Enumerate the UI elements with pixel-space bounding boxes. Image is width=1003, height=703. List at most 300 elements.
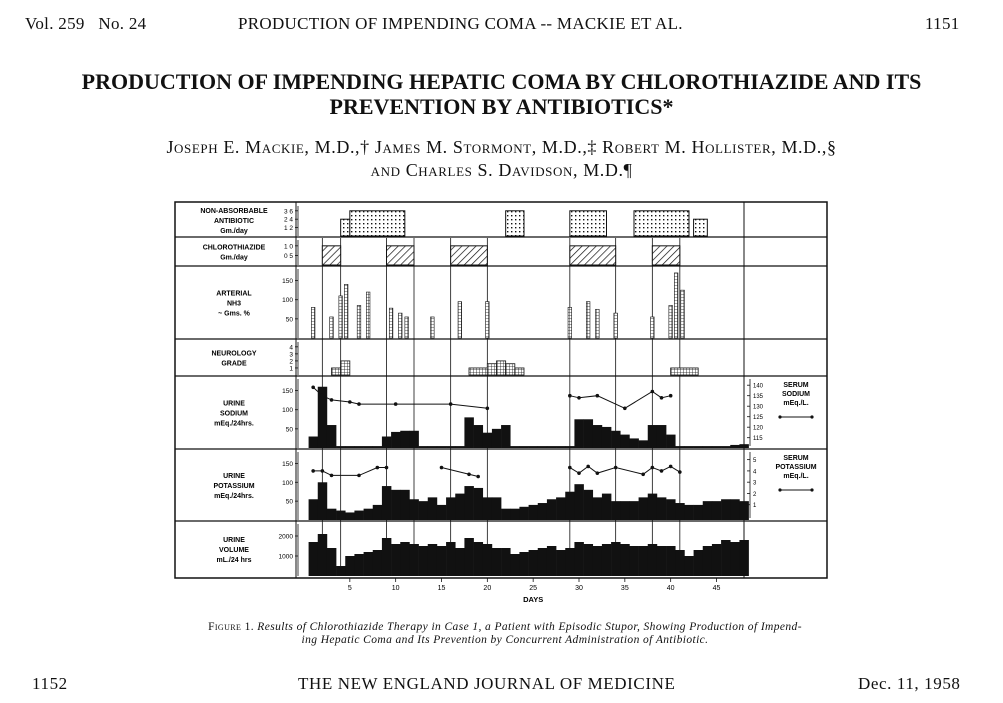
bar-urine_volume: [391, 544, 400, 576]
serum-point-urine_potassium: [357, 474, 361, 478]
bar-urine_potassium: [483, 497, 492, 520]
y-tick-label-neurology: 2: [289, 358, 293, 366]
bar-urine_potassium: [739, 501, 748, 520]
panel-label-antibiotic: NON-ABSORBABLE: [200, 208, 268, 215]
block-antibiotic: [341, 219, 350, 236]
figure-chart: [170, 198, 832, 608]
serum-line-urine_potassium: [570, 466, 680, 474]
bar-urine_sodium: [510, 446, 519, 448]
panel-label-neurology: NEUROLOGY: [211, 350, 257, 358]
bar-urine_potassium: [400, 490, 409, 520]
bar-urine_volume: [318, 534, 327, 576]
bar-urine_volume: [584, 544, 593, 576]
serum-point-urine_sodium: [651, 390, 655, 394]
bar-arterial_nh3: [339, 296, 343, 338]
bar-urine_potassium: [648, 494, 657, 520]
bar-urine_potassium: [556, 497, 565, 520]
serum-point-urine_potassium: [440, 466, 444, 470]
bar-urine_sodium: [400, 431, 409, 448]
bar-urine_potassium: [684, 505, 693, 520]
serum-point-urine_potassium: [321, 469, 325, 473]
bar-urine_volume: [501, 548, 510, 576]
bar-urine_volume: [694, 550, 703, 576]
bar-urine_volume: [428, 544, 437, 576]
x-tick-label: 10: [391, 585, 400, 592]
footer-date: Dec. 11, 1958: [858, 674, 961, 693]
serum-line-urine_potassium: [442, 468, 479, 477]
bar-urine_sodium: [730, 445, 739, 448]
bar-urine_potassium: [703, 501, 712, 520]
serum-point-urine_potassium: [669, 465, 673, 469]
bar-urine_potassium: [712, 501, 721, 520]
bar-urine_sodium: [657, 425, 666, 448]
bar-urine_potassium: [510, 509, 519, 520]
panel-label-arterial_nh3: ARTERIAL: [216, 290, 252, 298]
bar-urine_sodium: [721, 446, 730, 448]
bar-arterial_nh3: [614, 313, 618, 338]
bar-arterial_nh3: [344, 284, 348, 338]
y-tick-label-chlorothiazide: 0 5: [283, 252, 293, 260]
figure-caption-text-1: Results of Chlorothiazide Therapy in Case 1, a Patient with Episodic Stupor, Showing Production of Impend-: [257, 621, 802, 633]
bar-arterial_nh3: [486, 302, 490, 338]
bar-urine_potassium: [519, 507, 528, 520]
bar-urine_sodium: [739, 444, 748, 448]
figure-caption-label: Figure 1.: [208, 621, 254, 633]
bar-urine_sodium: [639, 440, 648, 448]
panel-label-urine_sodium: mEq./24hrs.: [214, 420, 254, 428]
bar-urine_sodium: [373, 446, 382, 448]
bar-urine_potassium: [474, 488, 483, 520]
bar-urine_potassium: [538, 503, 547, 520]
bar-urine_volume: [593, 546, 602, 576]
bar-urine_volume: [556, 550, 565, 576]
bar-urine_potassium: [336, 511, 345, 520]
serum-point-urine_sodium: [449, 402, 453, 406]
bar-urine_volume: [666, 546, 675, 576]
y-tick-label-urine_potassium: 150: [282, 460, 293, 468]
bar-arterial_nh3: [431, 317, 435, 338]
bar-urine_volume: [309, 542, 318, 576]
figure-caption: [140, 621, 870, 647]
bar-urine_volume: [345, 556, 354, 576]
serum-point-urine_sodium: [330, 398, 334, 402]
bar-urine_potassium: [574, 484, 583, 520]
bar-urine_potassium: [464, 486, 473, 520]
bar-urine_sodium: [364, 446, 373, 448]
y-tick-label-urine_volume: 2000: [278, 533, 293, 541]
bar-urine_volume: [712, 544, 721, 576]
bar-arterial_nh3: [681, 290, 685, 338]
bar-urine_potassium: [391, 490, 400, 520]
block-antibiotic: [694, 219, 708, 236]
bar-urine_volume: [739, 540, 748, 576]
bar-arterial_nh3: [389, 308, 393, 338]
bar-arterial_nh3: [568, 307, 572, 338]
step-neurology: [469, 368, 487, 375]
right-label-urine_sodium: SERUM: [783, 382, 809, 389]
authors-line-1: Joseph E. Mackie, M.D.,† James M. Stormont, M.D.,‡ Robert M. Hollister, M.D.,§: [166, 137, 837, 157]
bar-arterial_nh3: [651, 317, 655, 338]
bar-urine_potassium: [620, 501, 629, 520]
panel-label-chlorothiazide: Gm./day: [220, 254, 248, 262]
bar-urine_volume: [437, 546, 446, 576]
bar-urine_volume: [675, 550, 684, 576]
block-chlorothiazide: [570, 246, 616, 265]
bar-urine_potassium: [639, 497, 648, 520]
right-tick-label-urine_potassium: 1: [753, 503, 757, 510]
bar-urine_potassium: [455, 494, 464, 520]
block-antibiotic: [350, 211, 405, 236]
serum-point-urine_potassium: [614, 466, 618, 470]
right-tick-label-urine_sodium: 115: [753, 436, 763, 443]
serum-line-urine_sodium: [570, 392, 671, 409]
bar-urine_volume: [611, 542, 620, 576]
y-tick-label-neurology: 4: [289, 344, 293, 352]
serum-point-urine_potassium: [651, 466, 655, 470]
bar-urine_volume: [684, 556, 693, 576]
serum-point-urine_potassium: [568, 466, 572, 470]
serum-point-urine_sodium: [357, 402, 361, 406]
serum-point-urine_sodium: [394, 402, 398, 406]
bar-urine_volume: [547, 546, 556, 576]
bar-urine_potassium: [629, 501, 638, 520]
bar-urine_volume: [620, 544, 629, 576]
x-tick-label: 25: [529, 585, 538, 592]
bar-urine_potassium: [675, 503, 684, 520]
bar-urine_volume: [483, 544, 492, 576]
bar-urine_volume: [648, 544, 657, 576]
panel-label-arterial_nh3: NH3: [226, 300, 242, 308]
serum-point-urine_sodium: [321, 394, 325, 398]
serum-point-urine_sodium: [348, 400, 352, 404]
serum-point-urine_sodium: [596, 394, 600, 398]
bar-urine_sodium: [538, 446, 547, 448]
bar-urine_volume: [538, 548, 547, 576]
bar-urine_sodium: [354, 446, 363, 448]
right-label-urine_potassium: SERUM: [783, 455, 809, 462]
footer-page-number: 1152: [32, 674, 68, 693]
bar-urine_sodium: [519, 446, 528, 448]
serum-point-urine_sodium: [577, 396, 581, 400]
bar-urine_potassium: [446, 497, 455, 520]
footer-journal-name: THE NEW ENGLAND JOURNAL OF MEDICINE: [298, 674, 676, 693]
article-title-line-2: PREVENTION BY ANTIBIOTICS*: [329, 94, 674, 119]
right-label-urine_potassium: mEq./L.: [783, 473, 809, 480]
bar-urine_sodium: [694, 446, 703, 448]
bar-urine_potassium: [364, 509, 373, 520]
serum-point-urine_sodium: [623, 407, 627, 411]
panel-label-neurology: GRADE: [221, 360, 247, 368]
bar-urine_sodium: [574, 419, 583, 448]
x-tick-label: 30: [575, 585, 583, 592]
right-tick-label-urine_sodium: 135: [753, 394, 764, 401]
block-antibiotic: [570, 211, 607, 236]
running-header-volume: Vol. 259 No. 24: [25, 14, 147, 33]
block-chlorothiazide: [451, 246, 488, 265]
bar-urine_sodium: [529, 446, 538, 448]
y-tick-label-neurology: 1: [289, 365, 293, 373]
bar-arterial_nh3: [669, 305, 673, 338]
bar-urine_potassium: [694, 505, 703, 520]
bar-urine_sodium: [437, 446, 446, 448]
figure-caption-text-2: ing Hepatic Coma and Its Prevention by Concurrent Administration of Antibiotic.: [301, 634, 709, 646]
bar-urine_volume: [721, 540, 730, 576]
bar-arterial_nh3: [674, 273, 678, 338]
panel-label-urine_sodium: URINE: [223, 400, 245, 408]
serum-point-urine_potassium: [467, 472, 471, 476]
step-neurology: [341, 361, 350, 375]
bar-arterial_nh3: [311, 307, 315, 338]
bar-urine_sodium: [593, 425, 602, 448]
bar-urine_sodium: [464, 417, 473, 448]
bar-urine_potassium: [730, 499, 739, 520]
panel-label-antibiotic: ANTIBIOTIC: [213, 218, 255, 225]
y-tick-label-urine_sodium: 150: [282, 388, 293, 396]
bar-urine_sodium: [629, 438, 638, 448]
y-tick-label-chlorothiazide: 1 0: [283, 243, 293, 251]
bar-urine_potassium: [501, 509, 510, 520]
panel-label-chlorothiazide: CHLOROTHIAZIDE: [202, 244, 266, 252]
serum-line-urine_sodium: [313, 387, 487, 408]
x-axis-label: DAYS: [523, 595, 544, 604]
bar-urine_volume: [574, 542, 583, 576]
serum-point-urine_sodium: [311, 386, 315, 390]
serum-point-urine_potassium: [586, 465, 590, 469]
bar-urine_sodium: [620, 435, 629, 448]
bar-urine_sodium: [409, 431, 418, 448]
bar-urine_potassium: [584, 490, 593, 520]
bar-urine_potassium: [657, 497, 666, 520]
bar-urine_volume: [602, 544, 611, 576]
bar-urine_sodium: [327, 425, 336, 448]
bar-arterial_nh3: [458, 302, 462, 338]
y-tick-label-arterial_nh3: 100: [282, 297, 293, 305]
right-tick-label-urine_potassium: 3: [753, 480, 757, 487]
bar-urine_sodium: [382, 437, 391, 448]
step-neurology: [497, 361, 506, 375]
panel-label-urine_volume: VOLUME: [219, 547, 249, 554]
serum-point-urine_potassium: [476, 475, 480, 479]
legend-point-urine_sodium: [810, 415, 813, 418]
bar-urine_potassium: [529, 505, 538, 520]
bar-urine_sodium: [492, 429, 501, 448]
right-label-urine_sodium: mEq./L.: [783, 400, 809, 407]
x-tick-label: 45: [712, 585, 721, 592]
x-tick-label: 5: [347, 585, 352, 592]
serum-point-urine_potassium: [641, 472, 645, 476]
bar-urine_volume: [409, 544, 418, 576]
bar-urine_sodium: [584, 419, 593, 448]
bar-urine_volume: [354, 554, 363, 576]
bar-urine_volume: [400, 542, 409, 576]
bar-urine_potassium: [666, 499, 675, 520]
panel-label-urine_potassium: mEq./24hrs.: [214, 493, 254, 500]
serum-point-urine_sodium: [568, 394, 572, 398]
bar-urine_volume: [519, 552, 528, 576]
bar-urine_volume: [474, 542, 483, 576]
bar-urine_potassium: [318, 482, 327, 520]
serum-point-urine_potassium: [678, 470, 682, 474]
block-antibiotic: [506, 211, 524, 236]
bar-urine_sodium: [419, 446, 428, 448]
bar-urine_sodium: [483, 433, 492, 448]
y-tick-label-urine_sodium: 50: [285, 426, 293, 434]
bar-urine_volume: [373, 550, 382, 576]
bar-urine_volume: [382, 538, 391, 576]
bar-urine_volume: [703, 546, 712, 576]
serum-point-urine_potassium: [385, 466, 389, 470]
block-chlorothiazide: [387, 246, 415, 265]
bar-urine_potassium: [611, 501, 620, 520]
block-chlorothiazide: [322, 246, 340, 265]
serum-point-urine_potassium: [376, 466, 380, 470]
bar-urine_sodium: [547, 446, 556, 448]
right-tick-label-urine_sodium: 125: [753, 415, 764, 422]
y-tick-label-arterial_nh3: 50: [285, 316, 293, 324]
bar-urine_sodium: [703, 446, 712, 448]
y-tick-label-antibiotic: 3 6: [283, 208, 293, 216]
bar-urine_sodium: [428, 446, 437, 448]
bar-urine_volume: [639, 546, 648, 576]
panel-label-urine_potassium: POTASSIUM: [213, 483, 255, 490]
panel-label-urine_potassium: URINE: [223, 473, 245, 480]
x-tick-label: 35: [620, 585, 629, 592]
bar-urine_potassium: [721, 499, 730, 520]
bar-urine_sodium: [336, 446, 345, 448]
step-neurology: [515, 368, 524, 375]
bar-urine_sodium: [309, 437, 318, 448]
right-tick-label-urine_potassium: 5: [753, 458, 757, 465]
step-neurology: [506, 364, 515, 375]
right-tick-label-urine_potassium: 2: [753, 491, 757, 498]
legend-point-urine_sodium: [778, 415, 781, 418]
step-neurology: [332, 368, 341, 375]
x-tick-label: 40: [666, 585, 675, 592]
bar-urine_potassium: [419, 501, 428, 520]
right-tick-label-urine_sodium: 130: [753, 404, 764, 411]
serum-point-urine_potassium: [577, 471, 581, 475]
bar-urine_potassium: [565, 492, 574, 520]
panel-label-urine_volume: mL./24 hrs: [216, 557, 252, 564]
panel-label-antibiotic: Gm./day: [220, 228, 248, 235]
y-tick-label-antibiotic: 2 4: [283, 216, 293, 224]
bar-urine_volume: [455, 548, 464, 576]
bar-urine_sodium: [602, 427, 611, 448]
bar-urine_volume: [510, 554, 519, 576]
serum-point-urine_sodium: [660, 396, 664, 400]
bar-urine_sodium: [501, 425, 510, 448]
running-header-number: No. 24: [98, 14, 147, 33]
y-tick-label-antibiotic: 1 2: [283, 225, 293, 233]
bar-urine_volume: [327, 548, 336, 576]
block-chlorothiazide: [652, 246, 680, 265]
bar-urine_volume: [419, 546, 428, 576]
panel-label-arterial_nh3: ~ Gms. %: [218, 310, 250, 318]
panel-label-urine_sodium: SODIUM: [220, 410, 248, 418]
bar-urine_volume: [446, 542, 455, 576]
block-antibiotic: [634, 211, 689, 236]
running-header-page: 1151: [925, 14, 960, 33]
bar-urine_potassium: [345, 512, 354, 520]
bar-urine_sodium: [648, 425, 657, 448]
right-label-urine_potassium: POTASSIUM: [775, 464, 817, 471]
bar-arterial_nh3: [357, 305, 361, 338]
bar-urine_volume: [529, 550, 538, 576]
bar-urine_potassium: [428, 497, 437, 520]
serum-point-urine_potassium: [660, 469, 664, 473]
bar-urine_potassium: [593, 497, 602, 520]
bar-urine_sodium: [455, 446, 464, 448]
bar-urine_sodium: [556, 446, 565, 448]
bar-arterial_nh3: [330, 317, 334, 338]
bar-urine_potassium: [547, 499, 556, 520]
legend-point-urine_potassium: [810, 488, 813, 491]
y-tick-label-neurology: 3: [289, 351, 293, 359]
y-tick-label-urine_potassium: 100: [282, 479, 293, 487]
bar-urine_volume: [364, 552, 373, 576]
bar-arterial_nh3: [398, 313, 402, 338]
y-tick-label-urine_sodium: 100: [282, 407, 293, 415]
bar-urine_potassium: [373, 505, 382, 520]
y-tick-label-urine_volume: 1000: [278, 553, 293, 561]
step-neurology: [671, 368, 699, 375]
bar-urine_potassium: [309, 499, 318, 520]
bar-urine_sodium: [684, 446, 693, 448]
step-neurology: [487, 364, 496, 375]
bar-urine_potassium: [409, 499, 418, 520]
bar-urine_volume: [492, 548, 501, 576]
bar-urine_sodium: [565, 446, 574, 448]
bar-urine_potassium: [354, 511, 363, 520]
bar-urine_volume: [336, 566, 345, 576]
bar-urine_sodium: [666, 435, 675, 448]
bar-urine_volume: [565, 548, 574, 576]
bar-urine_volume: [730, 542, 739, 576]
serum-point-urine_sodium: [669, 394, 673, 398]
legend-point-urine_potassium: [778, 488, 781, 491]
running-header-title: PRODUCTION OF IMPENDING COMA -- MACKIE ET AL.: [238, 14, 683, 33]
serum-point-urine_potassium: [330, 474, 334, 478]
bar-urine_potassium: [437, 505, 446, 520]
bar-urine_volume: [657, 546, 666, 576]
x-tick-label: 20: [483, 585, 492, 592]
right-tick-label-urine_sodium: 120: [753, 425, 764, 432]
bar-urine_potassium: [327, 509, 336, 520]
bar-arterial_nh3: [405, 317, 409, 338]
bar-urine_sodium: [446, 446, 455, 448]
serum-point-urine_potassium: [596, 471, 600, 475]
serum-point-urine_sodium: [486, 407, 490, 411]
bar-arterial_nh3: [596, 309, 600, 338]
panel-label-urine_volume: URINE: [223, 537, 245, 544]
right-tick-label-urine_potassium: 4: [753, 469, 757, 476]
y-tick-label-urine_potassium: 50: [285, 498, 293, 506]
bar-urine_sodium: [474, 425, 483, 448]
bar-urine_volume: [629, 546, 638, 576]
bar-arterial_nh3: [366, 292, 370, 338]
bar-urine_sodium: [345, 446, 354, 448]
bar-urine_sodium: [391, 432, 400, 448]
bar-urine_volume: [464, 538, 473, 576]
bar-urine_potassium: [492, 497, 501, 520]
bar-arterial_nh3: [586, 302, 590, 338]
bar-urine_sodium: [675, 446, 684, 448]
bar-urine_potassium: [602, 494, 611, 520]
authors-line-2: and Charles S. Davidson, M.D.¶: [370, 160, 633, 180]
right-tick-label-urine_sodium: 140: [753, 383, 764, 390]
bar-urine_sodium: [712, 446, 721, 448]
serum-line-urine_potassium: [313, 468, 386, 476]
